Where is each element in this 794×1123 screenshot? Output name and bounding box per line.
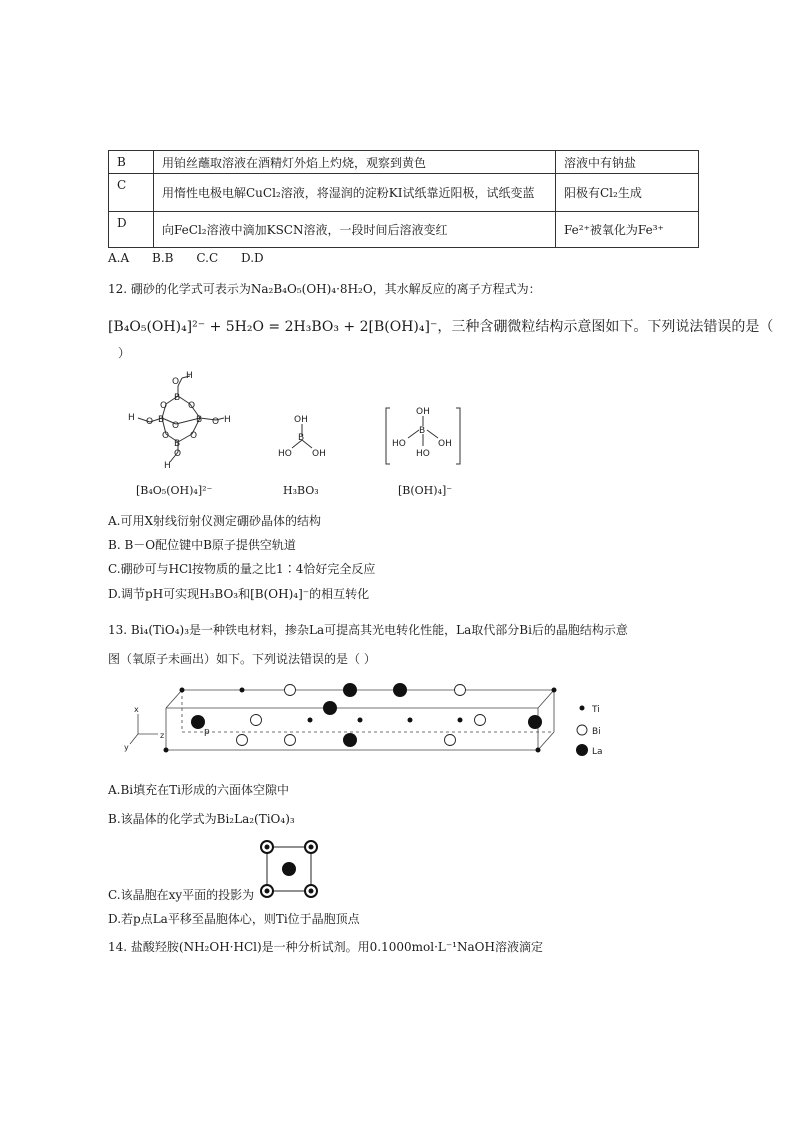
axis-x-label: x: [134, 705, 139, 714]
row-conclusion: Fe²⁺被氧化为Fe³⁺: [556, 212, 699, 248]
row-operation: 向FeCl₂溶液中滴加KSCN溶液，一段时间后溶液变红: [154, 212, 556, 248]
row-operation: 用惰性电极电解CuCl₂溶液，将湿润的淀粉KI试纸靠近阳极，试纸变蓝: [154, 174, 556, 212]
q13-option-c: C.该晶胞在xy平面的投影为: [108, 888, 255, 902]
xy-projection-figure: [258, 838, 320, 900]
svg-text:B: B: [174, 393, 181, 403]
svg-text:H: H: [224, 415, 231, 425]
q12-equation: [B₄O₅(OH)₄]²⁻ + 5H₂O = 2H₃BO₃ + 2[B(OH)₄]⁻，三种含硼微粒结构示意图如下。下列说法错误的是（: [108, 319, 774, 335]
axis-z-label: z: [160, 731, 165, 740]
svg-text:B: B: [298, 433, 305, 443]
q12-option-c: C.硼砂可与HCl按物质的量之比1∶4恰好完全反应: [108, 562, 376, 576]
svg-text:O: O: [146, 417, 154, 427]
q14-stem: 14. 盐酸羟胺(NH₂OH·HCl)是一种分析试剂。用0.1000mol·L⁻¹NaOH溶液滴定: [108, 940, 543, 954]
svg-text:B: B: [174, 439, 181, 449]
q11-choices: A.A B.B C.C D.D: [108, 251, 264, 265]
table-row: [109, 174, 699, 212]
svg-text:OH: OH: [416, 407, 430, 417]
boron-structures-figure: [120, 368, 480, 488]
point-p-label: p: [204, 727, 210, 737]
axis-y-label: y: [124, 743, 129, 752]
row-conclusion: 溶液中有钠盐: [556, 151, 699, 174]
svg-text:HO: HO: [416, 449, 430, 459]
svg-text:OH: OH: [312, 449, 326, 459]
caption-borate: [B(OH)₄]⁻: [398, 484, 453, 497]
row-conclusion: 阳极有Cl₂生成: [556, 174, 699, 212]
svg-text:H: H: [164, 461, 171, 471]
q13-option-d: D.若p点La平移至晶胞体心，则Ti位于晶胞顶点: [108, 912, 360, 926]
svg-text:O: O: [160, 401, 168, 411]
options-table: [108, 150, 699, 248]
svg-text:B: B: [196, 415, 203, 425]
svg-text:OH: OH: [438, 439, 452, 449]
svg-text:O: O: [172, 421, 180, 431]
crystal-cell-figure: [120, 672, 620, 772]
svg-text:H: H: [186, 371, 193, 381]
q13-stem-line1: 13. Bi₄(TiO₄)₃是一种铁电材料，掺杂La可提高其光电转化性能，La取代部分Bi后的晶胞结构示意: [108, 623, 628, 637]
svg-text:H: H: [128, 413, 135, 423]
q13-option-a: A.Bi填充在Ti形成的六面体空隙中: [108, 783, 289, 797]
legend-bi: Bi: [592, 727, 601, 737]
svg-text:O: O: [190, 431, 198, 441]
q12-option-b: B. B－O配位键中B原子提供空轨道: [108, 538, 296, 552]
svg-text:O: O: [162, 431, 170, 441]
svg-text:O: O: [174, 449, 182, 459]
table-row: [109, 151, 699, 174]
row-operation: 用铂丝蘸取溶液在酒精灯外焰上灼烧，观察到黄色: [154, 151, 556, 174]
q12-option-d: D.调节pH可实现H₃BO₃和[B(OH)₄]⁻的相互转化: [108, 587, 370, 601]
svg-text:O: O: [172, 377, 180, 387]
svg-text:O: O: [188, 401, 196, 411]
q12-stem: 12. 硼砂的化学式可表示为Na₂B₄O₅(OH)₄·8H₂O，其水解反应的离子方程式为：: [108, 282, 541, 296]
q13-option-b: B.该晶体的化学式为Bi₂La₂(TiO₄)₃: [108, 812, 295, 826]
legend-ti: Ti: [592, 705, 600, 715]
caption-boric-acid: H₃BO₃: [283, 484, 319, 497]
svg-text:O: O: [212, 417, 220, 427]
table-row: [109, 212, 699, 248]
row-letter: D: [109, 212, 154, 248]
svg-text:HO: HO: [392, 439, 406, 449]
q13-stem-line2: 图（氧原子未画出）如下。下列说法错误的是（ ）: [108, 652, 376, 666]
q12-close-paren: ）: [118, 346, 131, 360]
svg-text:OH: OH: [294, 415, 308, 425]
svg-text:HO: HO: [278, 449, 292, 459]
q12-option-a: A.可用X射线衍射仪测定硼砂晶体的结构: [108, 514, 322, 528]
svg-text:B: B: [158, 415, 165, 425]
caption-tetraborate: [B₄O₅(OH)₄]²⁻: [136, 484, 213, 497]
row-letter: C: [109, 174, 154, 212]
legend-la: La: [592, 747, 603, 757]
row-letter: B: [109, 151, 154, 174]
svg-text:B: B: [419, 426, 426, 436]
